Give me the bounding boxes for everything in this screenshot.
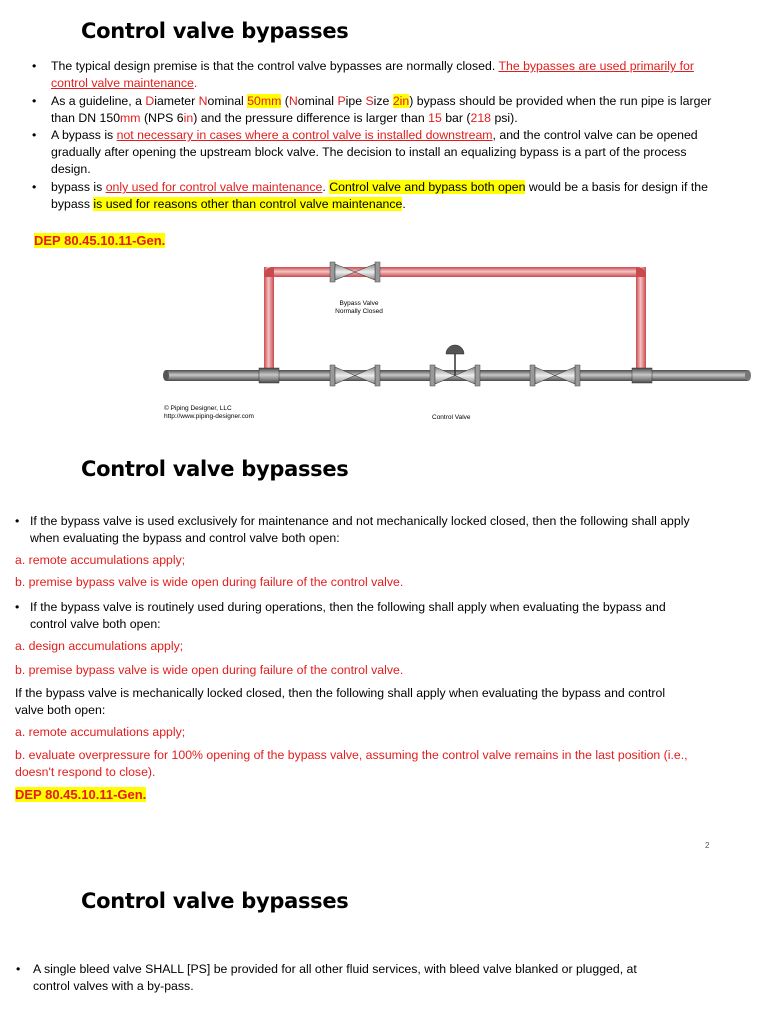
slide1-bullet-1: [32, 58, 751, 92]
upstream-block-valve-icon: [330, 365, 380, 386]
bullet-dot: •: [32, 128, 37, 142]
bullet-dot: •: [32, 94, 37, 108]
slide1-bullet-3: • A bypass is not necessary in cases where a control valve is installed downstream, and the control valve can be opened gradually after opening the upstream block valve. The decision to install an equalizing bypass is a part of the process design.: [32, 128, 698, 176]
slide2-paragraph-3: If the bypass valve is mechanically locked closed, then the following shall apply when evaluating the bypass and control valve both open:: [15, 686, 666, 717]
slide2-item-a1: a. remote accumulations apply;: [15, 553, 186, 567]
downstream-block-valve-icon: [530, 365, 580, 386]
slide1-title: Control valve bypasses: [81, 19, 349, 43]
copyright-text: © Piping Designer, LLC http://www.piping-designer.com: [164, 405, 254, 420]
slide2-bullet-1: • If the bypass valve is used exclusively for maintenance and not mechanically locked closed, then the following shall apply when evaluating the bypass and control valve both open:: [15, 514, 690, 545]
dep-reference-1: DEP 80.45.10.11-Gen.: [34, 233, 166, 248]
slide3-bullet-1: • A single bleed valve SHALL [PS] be provided for all other fluid services, with bleed valve blanked or plugged, at control valves with a by-pass.: [16, 962, 637, 993]
slide1-bullet-2: • As a guideline, a Diameter Nominal 50mm (Nominal Pipe Size 2in) bypass should be provided when the run pipe is larger than DN 150mm (NPS 6in) and the pressure difference is larger than 15 bar (218 psi).: [32, 94, 712, 125]
slide2-item-a2: a. design accumulations apply;: [15, 639, 184, 653]
slide2-item-b3: b. evaluate overpressure for 100% opening of the bypass valve, assuming the control valve remains in the last position (i.e., doesn't respond to close).: [15, 748, 688, 779]
slide2-bullet-2: • If the bypass valve is routinely used during operations, then the following shall apply when evaluating the bypass and control valve both open:: [15, 600, 666, 631]
bypass-pipe-left: [264, 267, 274, 371]
bullet-dot: •: [15, 514, 20, 528]
bypass-valve-icon: [330, 262, 380, 282]
slide2-item-b1: b. premise bypass valve is wide open during failure of the control valve.: [15, 575, 404, 589]
control-valve-label: Control Valve: [432, 414, 471, 421]
bypass-pipe-right: [636, 267, 646, 371]
dep-reference-2: DEP 80.45.10.11-Gen.: [15, 787, 147, 802]
red-text: .: [193, 76, 198, 90]
slide3-title: Control valve bypasses: [81, 889, 349, 913]
bypass-piping-diagram: [160, 258, 760, 408]
slide1-bullet-4: • bypass is only used for control valve maintenance. Control valve and bypass both open would be a basis for design if the bypass is used for reasons other than control valve maintenance.: [32, 180, 708, 211]
text: The typical design premise is that the control valve bypasses are normally closed.: [51, 59, 499, 73]
page-number: 2: [705, 841, 710, 850]
bullet-dot: •: [15, 600, 20, 614]
bullet-dot: •: [32, 59, 37, 73]
bullet-dot: •: [16, 962, 21, 976]
slide2-title: Control valve bypasses: [81, 457, 349, 481]
bypass-valve-label: Bypass Valve Normally Closed: [335, 300, 383, 315]
bypass-pipe-top: [264, 267, 646, 277]
red-text: The bypasses are used primarily for: [498, 59, 694, 73]
slide2-item-a3: a. remote accumulations apply;: [15, 725, 186, 739]
bullet-dot: •: [32, 180, 37, 194]
slide2-item-b2: b. premise bypass valve is wide open during failure of the control valve.: [15, 663, 404, 677]
red-text: control valve maintenance: [51, 76, 194, 90]
